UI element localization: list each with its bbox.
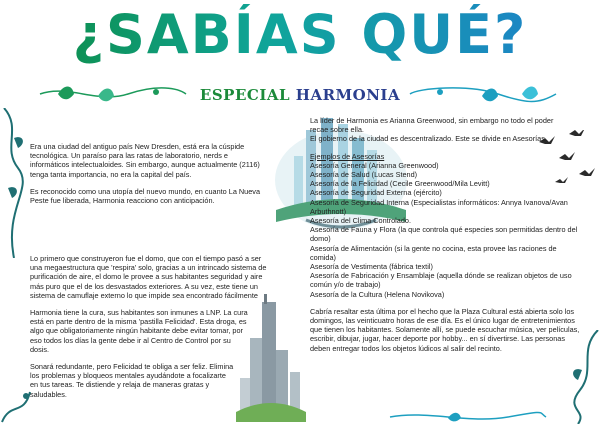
- left-column: [30, 142, 266, 213]
- left-column-lower: [30, 254, 274, 407]
- leader-text: La líder de Harmonia es Arianna Greenwood, sin embargo no todo el poder recae sobre ella.: [310, 116, 554, 135]
- left-corner-ornament: [0, 108, 26, 258]
- page-title: ¿SABÍAS QUÉ?: [0, 4, 600, 66]
- dome-paragraph: Lo primero que construyeron fue el domo, que con el tiempo pasó a ser una megaestructura que 'respira' solo, gracias a un intrincado sistema de purificación de aire, el domo le provee a sus habitantes seguridad y aire más puro que el de los desvastados exteriores. A su vez, este tiene un sistema de camuflaje externo lo que impide sea encontrado fácilmente: [30, 254, 267, 300]
- bottom-left-ornament: [0, 382, 34, 424]
- list-item: Asesoría de la Felicidad (Cecile Greenwood/Mila Levitt): [310, 179, 490, 189]
- list-item: Asesoría General (Arianna Greenwood): [310, 160, 439, 170]
- list-item: Asesoría de Fauna y Flora (la que controla qué especies son permitidas dentro del domo): [310, 225, 578, 244]
- list-item: Asesoría de Fabricación y Ensamblaje (aquella dónde se realizan objetos de uso común y/o de trabajo): [310, 271, 572, 290]
- list-item: Asesoría de Alimentación (si la gente no cocina, esta provee las raciones de comida): [310, 243, 557, 262]
- felicidad-paragraph: Sonará redundante, pero Felicidad te obliga a ser feliz. Elimina los problemas y bloqueos mentales ayudándote a focalizarte en tus tareas. Te distiende y relaja de maneras gratas y saludables.: [30, 362, 234, 399]
- list-item: Asesoría de Seguridad Externa (ejército): [310, 188, 442, 198]
- list-item: Asesoría de Salud (Lucas Stend): [310, 170, 418, 180]
- section-subtitle: [0, 86, 600, 104]
- right-column: [310, 116, 582, 353]
- list-item: Asesoría de la Cultura (Helena Novikova): [310, 289, 445, 299]
- intro-paragraph: Era una ciudad del antiguo país New Dresden, está era la cúspide tecnológica. Un paraíso para las ratas de laboratorio, nerds e informáticos intelectualoides. Sin embargo, aunque actualmente (2116) tenga tanta importancia, no era la capital del país.: [30, 142, 260, 179]
- utopia-paragraph: Es reconocido como una utopía del nuevo mundo, en cuanto La Nueva Peste fue liberada, Harmonia reacciono con anticipación.: [30, 186, 261, 206]
- subtitle-word-harmonia: HARMONIA: [295, 86, 401, 104]
- list-title: Ejemplos de Asesorías: [310, 151, 385, 161]
- closing-paragraph: Cabría resaltar esta última por el hecho que la Plaza Cultural está abierta solo los domingos, las veinticuatro horas de ese día. Es el único lugar de entretenimientos que tienen los habitantes. Solamente allí, se puede escuchar música, ver películas, escribir, dibujar, jugar, hacer deporte por hobby... en sí divertirse. Las personas deben entregar todos los objetos lúdicos al salir del recinto.: [310, 306, 580, 353]
- subtitle-word-especial: ESPECIAL: [199, 86, 291, 104]
- list-item: Asesoría de Vestimenta (fábrica textil): [310, 262, 433, 272]
- asesorias-list: [310, 161, 582, 299]
- bottom-right-ornament: [388, 410, 548, 424]
- government-text: El gobierno de la ciudad es descentralizado. Este se divide en Asesorías.: [310, 134, 547, 144]
- list-item: Asesoría de Seguridad Interna (Especialistas informáticos: Annya Ivanova/Avan Arbuthnott): [310, 197, 568, 216]
- cure-paragraph: Harmonia tiene la cura, sus habitantes son inmunes a LNP. La cura está en parte dentro de la misma 'pastilla Felicidad'. Esta droga, es algo que obligatoriamente ningún habitante debe evitar tomar, por eso todos los días la gente debe ir al Centro de Control por su dosis.: [30, 308, 248, 354]
- list-item: Asesoría del Clima Controlado.: [310, 216, 411, 226]
